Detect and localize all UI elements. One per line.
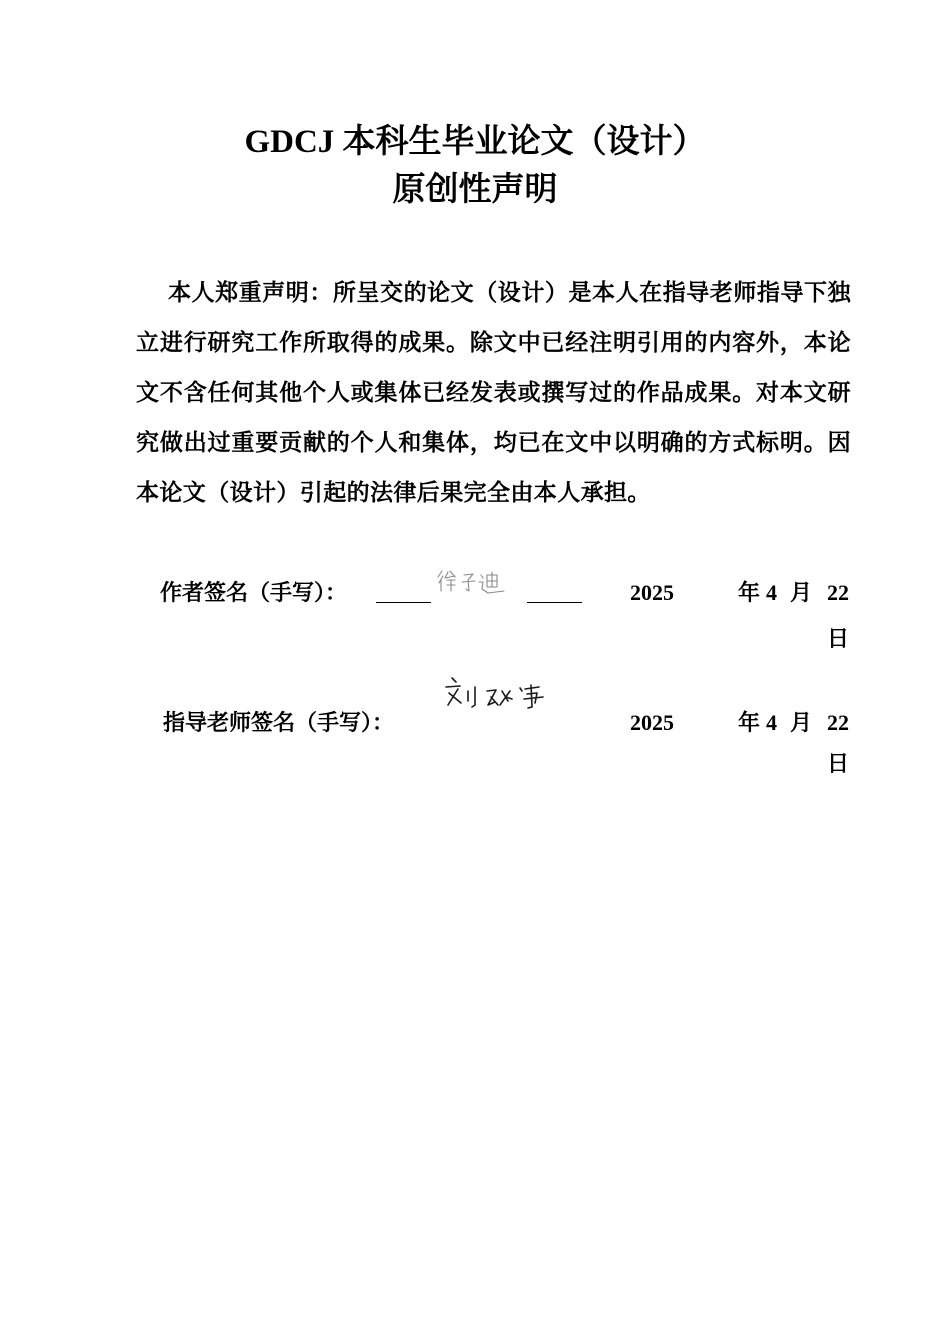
advisor-date-month-unit: 月 bbox=[790, 710, 813, 735]
title-line-2: 原创性声明 bbox=[392, 172, 558, 208]
advisor-signature-label: 指导老师签名（手写）： bbox=[163, 710, 395, 736]
author-date-month: 4 bbox=[766, 580, 777, 605]
author-date-year-unit: 年 bbox=[738, 580, 761, 605]
author-date-day: 22 bbox=[827, 580, 849, 605]
author-date-year: 2025 bbox=[630, 580, 674, 605]
advisor-date-year: 2025 bbox=[630, 710, 674, 735]
document-title bbox=[0, 118, 950, 214]
advisor-handwritten-signature bbox=[440, 675, 555, 725]
declaration-paragraph: 本人郑重声明：所呈交的论文（设计）是本人在指导老师指导下独立进行研究工作所取得的成果。除文中已经注明引用的内容外，本论文不含任何其他个人或集体已经发表或撰写过的作品成果。对本文研究做出过重要贡献的个人和集体，均已在文中以明确的方式标明。因本论文（设计）引起的法律后果完全由本人承担。 bbox=[136, 279, 851, 506]
advisor-date-day-unit: 日 bbox=[827, 751, 850, 776]
author-signature-blank-right bbox=[527, 578, 582, 603]
author-handwritten-signature bbox=[436, 567, 511, 599]
author-signature-blank-left bbox=[376, 578, 431, 603]
author-date-month-unit: 月 bbox=[790, 580, 813, 605]
advisor-date-month: 4 bbox=[766, 710, 777, 735]
advisor-date-day: 22 bbox=[827, 710, 849, 735]
author-signature-label: 作者签名（手写）： bbox=[160, 580, 348, 606]
advisor-date-year-unit: 年 bbox=[738, 710, 761, 735]
title-line-1: GDCJ 本科生毕业论文（设计） bbox=[244, 124, 706, 160]
author-date-day-unit: 日 bbox=[827, 626, 850, 651]
